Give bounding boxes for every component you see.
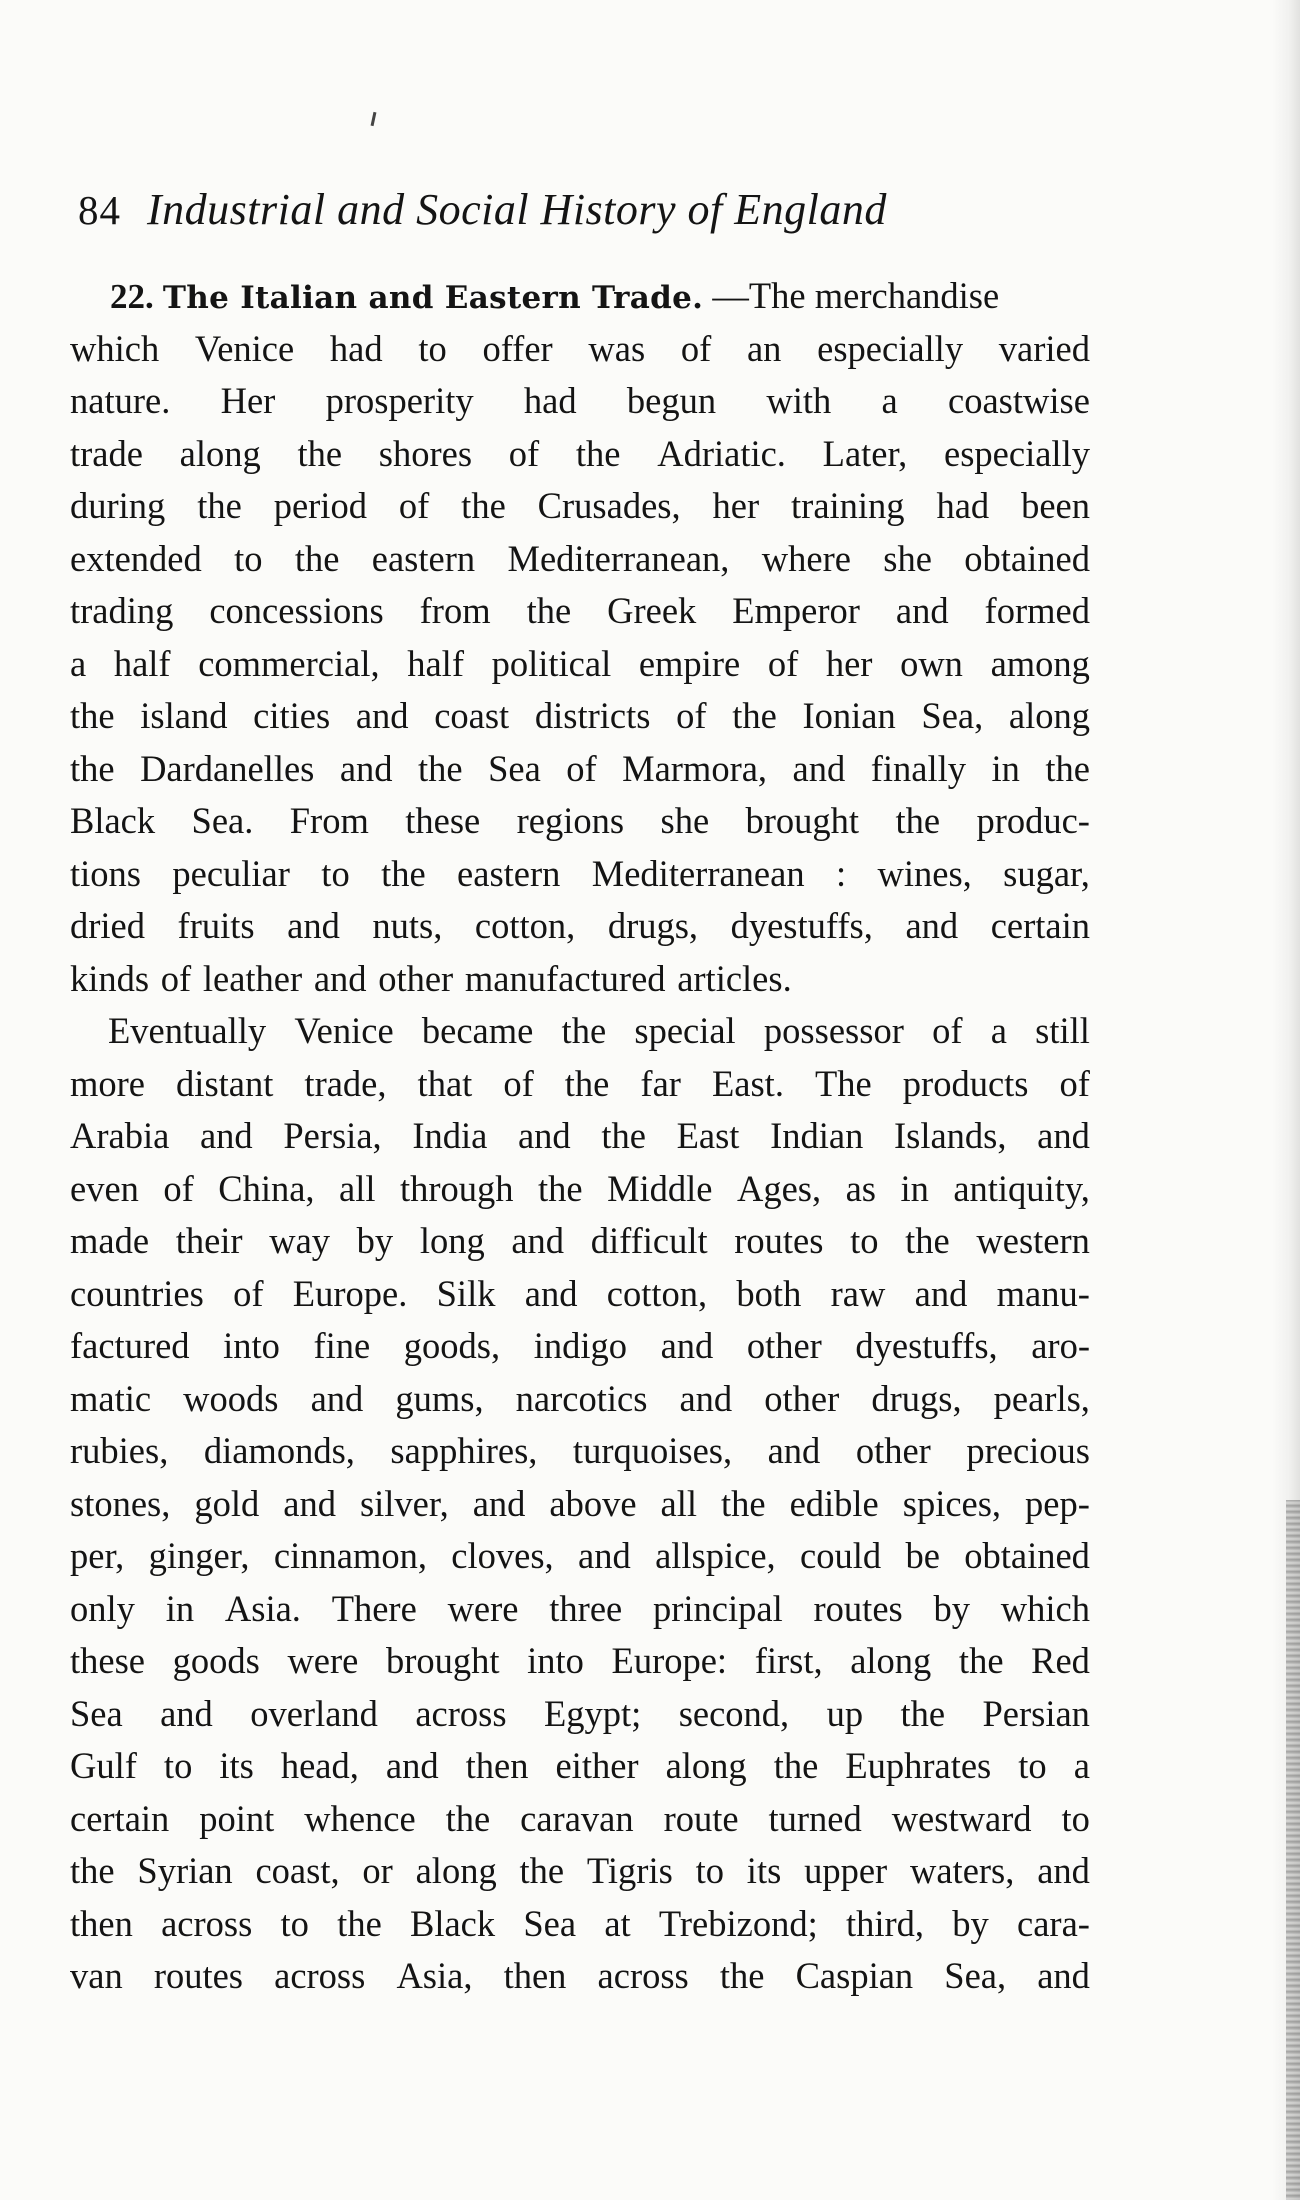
text-line: more distant trade, that of the far East. The products of — [70, 1062, 1090, 1104]
section-heading-group — [110, 270, 999, 325]
text-line: the Syrian coast, or along the Tigris to its upper waters, and — [70, 1850, 1090, 1891]
text-line: extended to the eastern Mediterranean, where she obtained — [70, 537, 1090, 579]
paragraph-2 — [70, 1005, 1090, 2003]
running-head — [78, 184, 1038, 244]
paragraph-1 — [70, 323, 1090, 1006]
text-line: rubies, diamonds, sapphires, turquoises, and other precious — [70, 1430, 1090, 1471]
text-line: van routes across Asia, then across the Caspian Sea, and — [70, 1955, 1090, 1996]
text-line: the Dardanelles and the Sea of Marmora, and finally in the — [70, 747, 1090, 789]
text-line: per, ginger, cinnamon, cloves, and allspice, could be obtained — [70, 1535, 1090, 1576]
text-line: a half commercial, half political empire of her own among — [70, 642, 1090, 684]
paragraph-1-first-line: The merchandise — [748, 275, 1000, 316]
text-line: even of China, all through the Middle Ages, as in antiquity, — [70, 1167, 1090, 1209]
text-line: matic woods and gums, narcotics and other drugs, pearls, — [70, 1377, 1090, 1419]
text-line: nature. Her prosperity had begun with a coastwise — [70, 380, 1090, 421]
text-line: then across to the Black Sea at Trebizond; third, by cara- — [70, 1902, 1090, 1944]
text-line: factured into fine goods, indigo and other dyestuffs, aro- — [70, 1325, 1090, 1366]
section-heading-line — [70, 270, 1090, 323]
body-text — [70, 270, 1090, 2003]
text-line: trade along the shores of the Adriatic. Later, especially — [70, 432, 1090, 474]
section-number: 22. — [110, 277, 154, 316]
scan-edge-binding — [1286, 1500, 1300, 2200]
page-number: 84 — [78, 187, 121, 233]
text-line: made their way by long and difficult routes to the western — [70, 1220, 1090, 1261]
text-line: Sea and overland across Egypt; second, up the Persian — [70, 1692, 1090, 1734]
text-line: Eventually Venice became the special possessor of a still — [108, 1010, 1090, 1051]
scan-speck — [371, 112, 377, 126]
text-line: stones, gold and silver, and above all the edible spices, pep- — [70, 1482, 1090, 1524]
text-line: tions peculiar to the eastern Mediterranean : wines, sugar, — [70, 852, 1090, 894]
text-line: countries of Europe. Silk and cotton, both raw and manu- — [70, 1272, 1090, 1314]
em-dash: — — [712, 275, 749, 316]
text-line: certain point whence the caravan route turned westward to — [70, 1797, 1090, 1839]
running-title: Industrial and Social History of England — [147, 185, 887, 234]
text-line: trading concessions from the Greek Emperor and formed — [70, 590, 1090, 631]
text-line: which Venice had to offer was of an especially varied — [70, 327, 1090, 369]
text-line: these goods were brought into Europe: first, along the Red — [70, 1640, 1090, 1681]
text-line: Gulf to its head, and then either along the Euphrates to a — [70, 1745, 1090, 1786]
text-line: only in Asia. There were three principal routes by which — [70, 1587, 1090, 1629]
text-line: Black Sea. From these regions she brought the produc- — [70, 800, 1090, 841]
text-line: kinds of leather and other manufactured articles. — [70, 957, 792, 999]
section-heading: The Italian and Eastern Trade. — [162, 280, 704, 316]
text-line: during the period of the Crusades, her training had been — [70, 485, 1090, 526]
text-line: Arabia and Persia, India and the East Indian Islands, and — [70, 1115, 1090, 1156]
text-line: the island cities and coast districts of the Ionian Sea, along — [70, 695, 1090, 736]
text-line: dried fruits and nuts, cotton, drugs, dyestuffs, and certain — [70, 905, 1090, 946]
